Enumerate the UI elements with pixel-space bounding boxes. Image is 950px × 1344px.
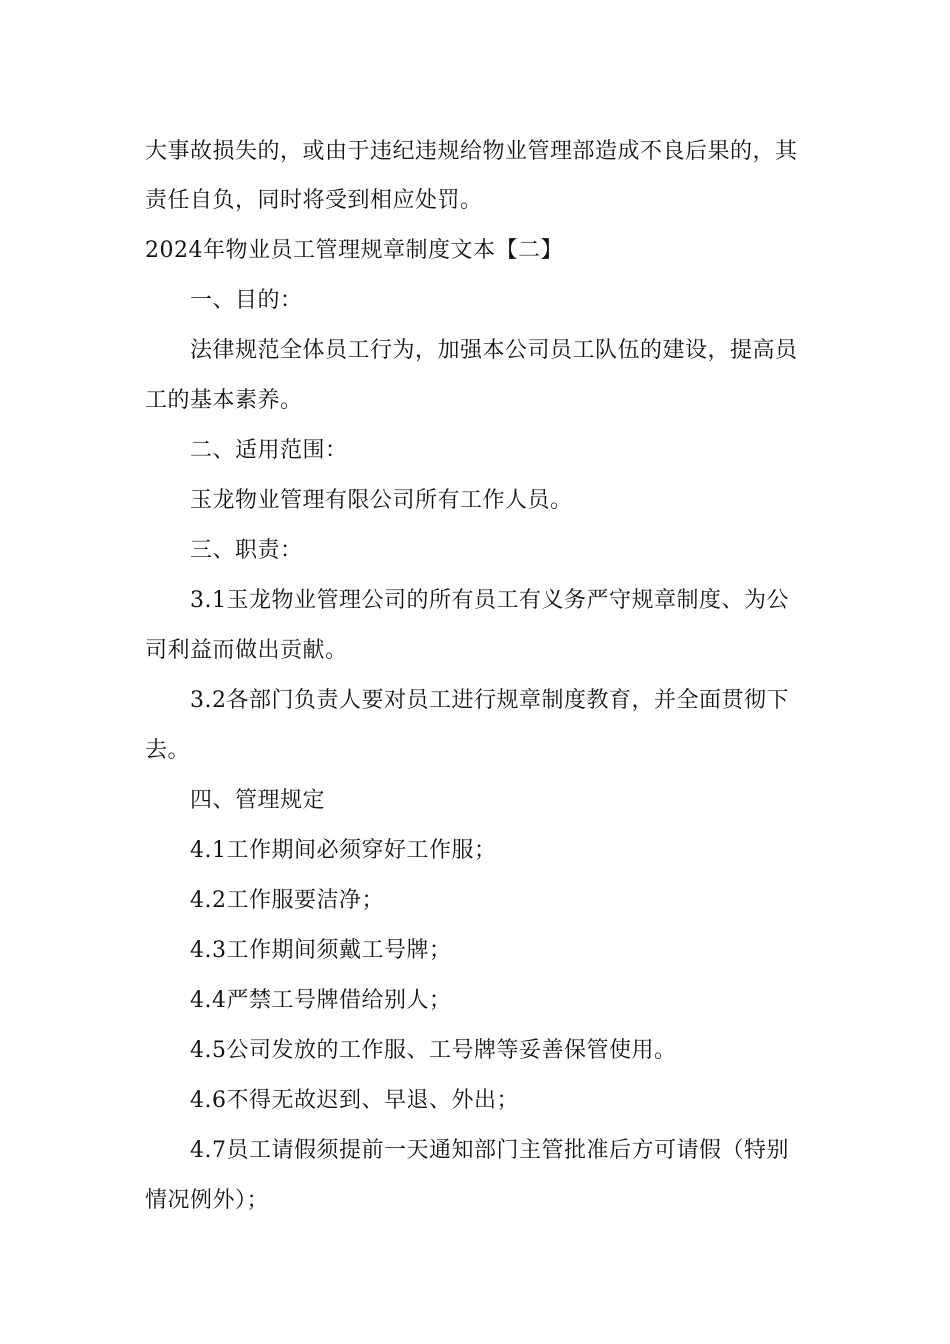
paragraph-line: 大事故损失的，或由于违纪违规给物业管理部造成不良后果的，其 bbox=[145, 139, 798, 164]
list-item: 4.2工作服要洁净； bbox=[190, 888, 384, 913]
list-item: 4.7员工请假须提前一天通知部门主管批准后方可请假（特别 bbox=[190, 1138, 789, 1163]
paragraph-line: 法律规范全体员工行为，加强本公司员工队伍的建设，提高员 bbox=[190, 338, 798, 363]
list-item: 4.5公司发放的工作服、工号牌等妥善保管使用。 bbox=[190, 1038, 677, 1063]
paragraph-line: 玉龙物业管理有限公司所有工作人员。 bbox=[190, 488, 573, 513]
list-item: 4.3工作期间须戴工号牌； bbox=[190, 938, 452, 963]
paragraph-line: 责任自负，同时将受到相应处罚。 bbox=[145, 188, 483, 213]
paragraph-line: 司利益而做出贡献。 bbox=[145, 638, 348, 663]
paragraph-line: 工的基本素养。 bbox=[145, 388, 303, 413]
list-item: 4.1工作期间必须穿好工作服； bbox=[190, 838, 497, 863]
paragraph-line: 去。 bbox=[145, 738, 191, 763]
section-title: 2024年物业员工管理规章制度文本【二】 bbox=[145, 238, 563, 263]
paragraph-line: 情况例外）； bbox=[145, 1188, 270, 1213]
list-item: 3.1玉龙物业管理公司的所有员工有义务严守规章制度、为公 bbox=[190, 588, 789, 613]
list-item: 3.2各部门负责人要对员工进行规章制度教育，并全面贯彻下 bbox=[190, 688, 789, 713]
list-item: 4.4严禁工号牌借给别人； bbox=[190, 988, 452, 1013]
heading-duties: 三、职责： bbox=[190, 538, 303, 563]
list-item: 4.6不得无故迟到、早退、外出； bbox=[190, 1088, 519, 1113]
heading-scope: 二、适用范围： bbox=[190, 438, 348, 463]
heading-rules: 四、管理规定 bbox=[190, 788, 326, 813]
heading-purpose: 一、目的： bbox=[190, 288, 303, 313]
